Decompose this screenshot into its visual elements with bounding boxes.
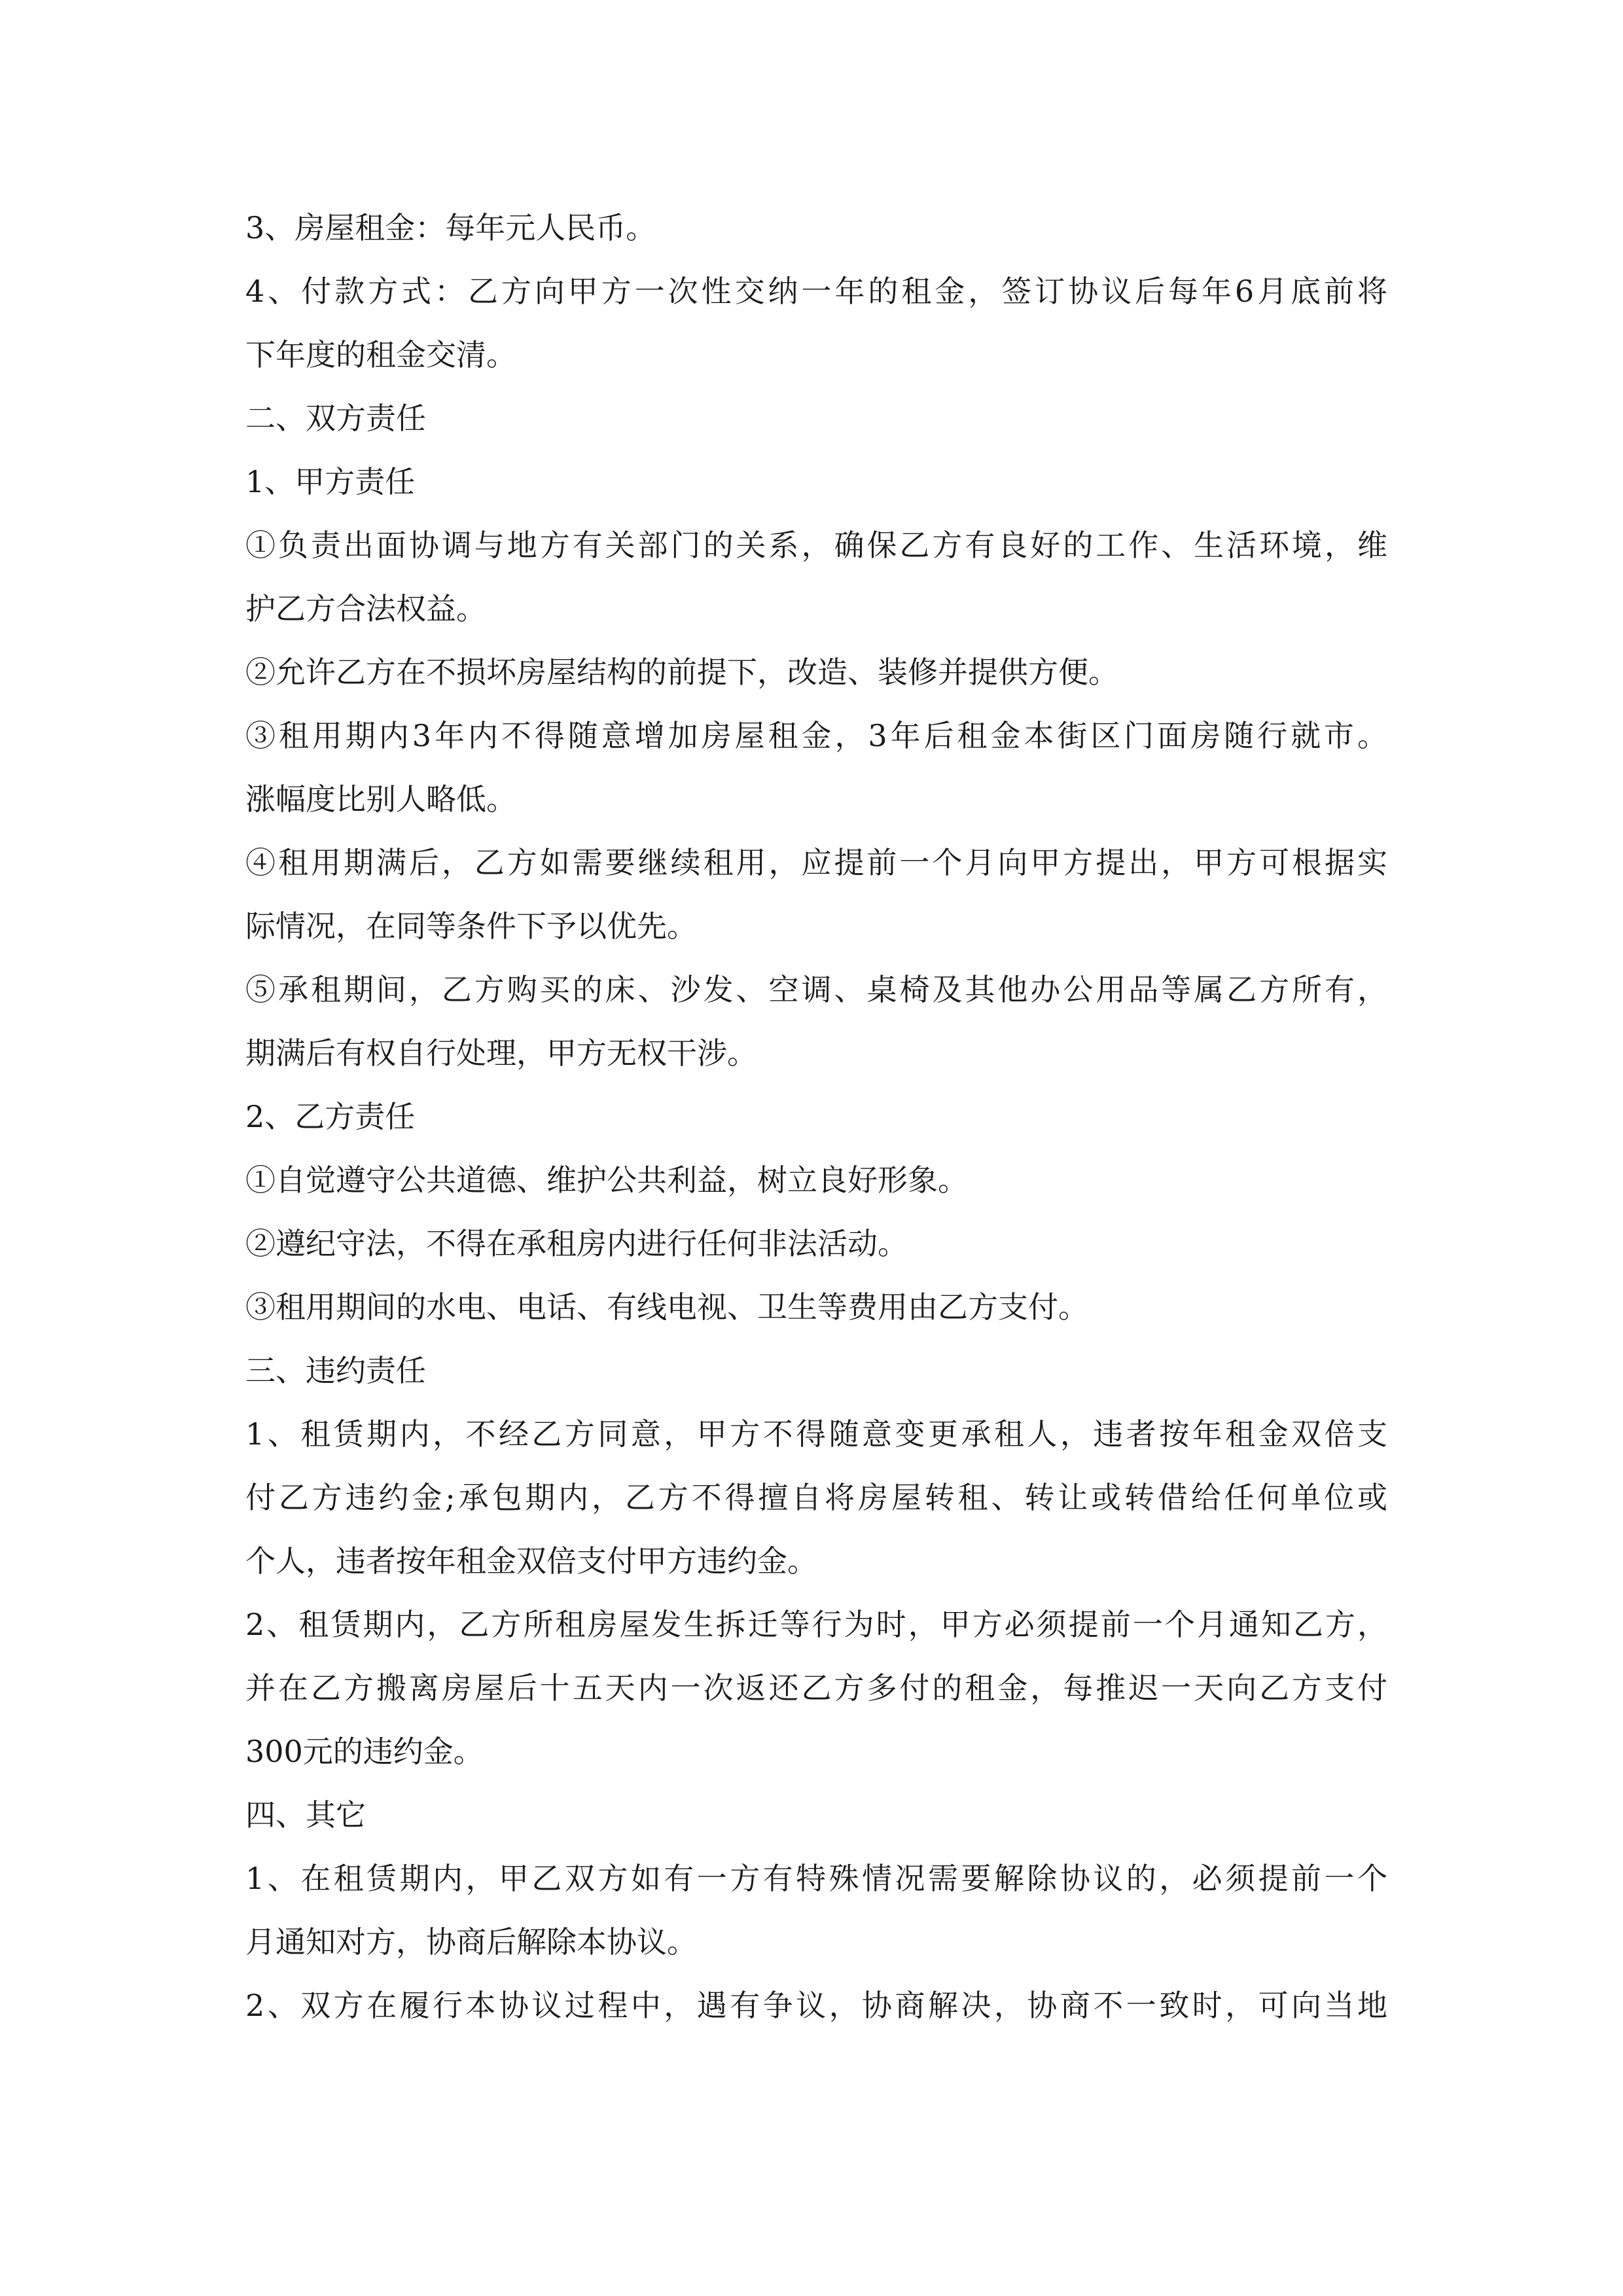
text-line: ③租用期内3年内不得随意增加房屋租金，3年后租金本街区门面房随行就市。: [245, 718, 1387, 753]
subsection-heading: 2、乙方责任: [245, 1099, 416, 1134]
text-line: 付乙方违约金;承包期内，乙方不得擅自将房屋转租、转让或转借给任何单位或: [245, 1480, 1387, 1515]
text-line: ①自觉遵守公共道德、维护公共利益，树立良好形象。: [245, 1162, 968, 1198]
text-line: 护乙方合法权益。: [245, 591, 486, 626]
text-line: 期满后有权自行处理，甲方无权干涉。: [245, 1035, 757, 1071]
text-line: ②遵纪守法，不得在承租房内进行任何非法活动。: [245, 1226, 908, 1261]
text-line: 1、在租赁期内，甲乙双方如有一方有特殊情况需要解除协议的，必须提前一个: [245, 1861, 1387, 1896]
text-line: 2、双方在履行本协议过程中，遇有争议，协商解决，协商不一致时，可向当地: [245, 1988, 1387, 2023]
text-line: 4、付款方式：乙方向甲方一次性交纳一年的租金，签订协议后每年6月底前将: [245, 274, 1387, 309]
text-line: 并在乙方搬离房屋后十五天内一次返还乙方多付的租金，每推迟一天向乙方支付: [245, 1670, 1387, 1706]
text-line: 月通知对方，协商后解除本协议。: [245, 1924, 697, 1960]
text-line: 2、租赁期内，乙方所租房屋发生拆迁等行为时，甲方必须提前一个月通知乙方，: [245, 1607, 1387, 1642]
text-line: ①负责出面协调与地方有关部门的关系，确保乙方有良好的工作、生活环境，维: [245, 528, 1387, 563]
section-heading: 四、其它: [245, 1797, 366, 1833]
text-line: 个人，违者按年租金双倍支付甲方违约金。: [245, 1543, 817, 1579]
text-line: 3、房屋租金：每年元人民币。: [245, 210, 656, 245]
text-line: 下年度的租金交清。: [245, 337, 516, 372]
text-line: ③租用期间的水电、电话、有线电视、卫生等费用由乙方支付。: [245, 1289, 1088, 1325]
text-line: 1、租赁期内，不经乙方同意，甲方不得随意变更承租人，违者按年租金双倍支: [245, 1416, 1387, 1452]
text-line: ②允许乙方在不损坏房屋结构的前提下，改造、装修并提供方便。: [245, 655, 1118, 690]
text-line: 涨幅度比别人略低。: [245, 781, 516, 817]
document-page: [245, 196, 1387, 2037]
text-line: 际情况，在同等条件下予以优先。: [245, 908, 697, 944]
text-line: ⑤承租期间，乙方购买的床、沙发、空调、桌椅及其他办公用品等属乙方所有，: [245, 972, 1387, 1007]
section-heading: 三、违约责任: [245, 1353, 426, 1388]
section-heading: 二、双方责任: [245, 401, 426, 436]
text-line: 300元的违约金。: [245, 1734, 484, 1769]
text-line: ④租用期满后，乙方如需要继续租用，应提前一个月向甲方提出，甲方可根据实: [245, 845, 1387, 880]
subsection-heading: 1、甲方责任: [245, 464, 416, 499]
